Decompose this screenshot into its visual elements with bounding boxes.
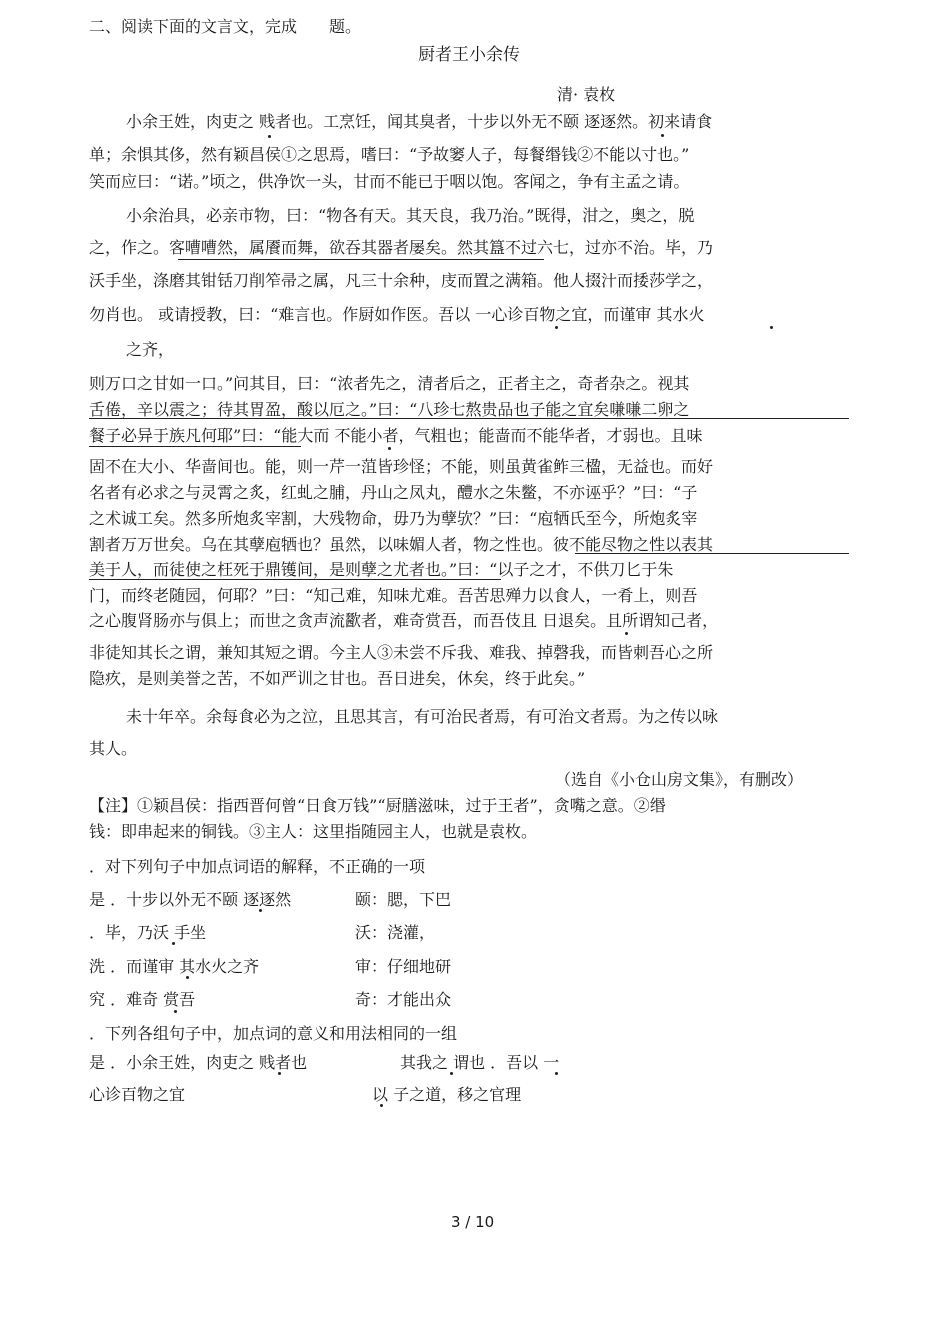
text-line: 单；余惧其侈，然有颖昌侯①之思焉，嗜曰：“予故窭人子，每餐缗钱②不能以寸也。”	[89, 145, 690, 164]
note-line: 【注】①颖昌侯：指西晋何曾“日食万钱”“厨膳滋味，过于王者”，贪嘴之意。②缗	[89, 796, 666, 815]
article-title: 厨者王小余传	[418, 45, 520, 65]
question-line: 洗 ．而谨审 其水火之齐	[89, 957, 260, 976]
question-line: 究 ．难奇 赏吾	[89, 990, 196, 1009]
question-gloss: 颐：腮，下巴	[355, 890, 452, 909]
question-line: 心诊百物之宜	[89, 1085, 186, 1104]
text-line: 小余治具，必亲市物，曰：“物各有天。其天良，我乃治。”既得，泔之，奥之，脱	[126, 206, 695, 225]
emphasis-dot	[259, 909, 262, 912]
emphasis-dot	[555, 1072, 558, 1075]
emphasis-dot	[186, 976, 189, 979]
text-line: 之齐，	[126, 340, 175, 359]
text-line: 舌倦，辛以震之；待其胃盈，酸以厄之。”曰：“八珍七熬贵品也子能之宜矣嗛嗛二卵之	[89, 400, 690, 419]
text-line: 则万口之甘如一口。”问其目，曰：“浓者先之，清者后之，正者主之，奇者杂之。视其	[89, 374, 690, 393]
text-line: 固不在大小、华啬间也。能，则一芹一菹皆珍怪；不能，则虽黄雀鲊三楹，无益也。而好	[89, 457, 714, 476]
section-heading: 二、阅读下面的文言文，完成 题。	[89, 17, 362, 36]
underline	[89, 446, 301, 447]
author-line: 清· 袁枚	[557, 85, 616, 104]
text-line: 美于人，而徒使之枉死于鼎镬间，是则孽之尤者也。”曰：“以子之才，不供刀匕于朱	[89, 560, 674, 579]
emphasis-dot	[380, 1104, 383, 1107]
text-line: 之，作之。客嘈嘈然，属餍而舞，欲吞其器者屡矣。然其簋不过六七，过亦不治。毕，乃	[89, 238, 714, 257]
question-line: 是 ．十步以外无不颐 逐逐然	[89, 890, 292, 909]
text-line: 小余王姓，肉吏之 贱者也。工烹饪，闻其臭者，十步以外无不颐 逐逐然。初来请食	[126, 112, 713, 131]
emphasis-dot	[268, 135, 271, 138]
text-line: 之术诚工矣。然多所炮炙宰割，大残物命，毋乃为孽欤？”曰：“庖牺氏至今，所炮炙宰	[89, 509, 698, 528]
question-line: ．对下列句子中加点词语的解释，不正确的一项	[89, 857, 426, 876]
emphasis-dot	[172, 942, 175, 945]
underline	[89, 418, 849, 419]
question-line: 其我之 谓也 ．吾以 一	[400, 1053, 560, 1072]
emphasis-dot	[625, 632, 628, 635]
emphasis-dot	[174, 1010, 177, 1013]
note-line: 钱：即串起来的铜钱。③主人：这里指随园主人，也就是袁枚。	[89, 822, 538, 841]
emphasis-dot	[661, 134, 664, 137]
text-line: 之心腹肾肠亦与俱上；而世之贪声流歠者，难奇赏吾，而吾伎且 日退矣。且所谓知己者，	[89, 611, 719, 630]
text-line: 非徒知其长之谓，兼知其短之谓。今主人③未尝不斥我、难我、掉磬我，而皆刺吾心之所	[89, 643, 714, 662]
question-gloss: 审：仔细地研	[355, 957, 452, 976]
source-line: （选自《小仓山房文集》，有删改）	[555, 770, 804, 789]
underline	[575, 553, 849, 554]
emphasis-dot	[388, 447, 391, 450]
text-line: 勿肖也。 或请授教，曰：“难言也。作厨如作医。吾以 一心诊百物之宜，而谨审 其水火	[89, 305, 705, 324]
question-line: ．毕，乃沃 手坐	[89, 923, 207, 942]
question-line: 以 子之道，移之官理	[372, 1085, 522, 1104]
underline	[89, 579, 501, 580]
underline	[178, 259, 544, 260]
question-gloss: 奇：才能出众	[355, 990, 452, 1009]
page-number: 3 / 10	[451, 1213, 495, 1231]
question-gloss: 沃：浇灌，	[355, 923, 436, 942]
question-line: 是 ．小余王姓，肉吏之 贱者也	[89, 1053, 308, 1072]
question-line: ．下列各组句子中，加点词的意义和用法相同的一组	[89, 1024, 458, 1043]
text-line: 未十年卒。余每食必为之泣，且思其言，有可治民者焉，有可治文者焉。为之传以咏	[126, 707, 719, 726]
text-line: 隐疚，是则美誉之苦，不如严训之甘也。吾日进矣，休矣，终于此矣。”	[89, 669, 586, 688]
text-line: 餐子必异于族凡何耶”曰：“能大而 不能小者，气粗也；能啬而不能华者，才弱也。且味	[89, 426, 703, 445]
emphasis-dot	[770, 326, 773, 329]
text-line: 沃手坐，涤磨其钳铦刀削笮帚之属，凡三十余种，庋而置之满箱。他人掇汁而捼莎学之，	[89, 271, 714, 290]
emphasis-dot	[555, 326, 558, 329]
emphasis-dot	[278, 1072, 281, 1075]
text-line: 其人。	[89, 739, 138, 758]
text-line: 名者有必求之与灵霄之炙，红虬之脯，丹山之凤丸，醴水之朱鳖，不亦诬乎？”曰：“子	[89, 483, 698, 502]
emphasis-dot	[450, 1072, 453, 1075]
text-line: 割者万万世矣。乌在其孽庖牺也？虽然，以味媚人者，物之性也。彼不能尽物之性以表其	[89, 535, 714, 554]
text-line: 门，而终老随园，何耶？”曰：“知己难，知味尤难。吾苦思殚力以食人，一肴上，则吾	[89, 586, 698, 605]
text-line: 笑而应曰：“诺。”顷之，供净饮一头，甘而不能已于咽以饱。客闻之，争有主孟之请。	[89, 172, 690, 191]
